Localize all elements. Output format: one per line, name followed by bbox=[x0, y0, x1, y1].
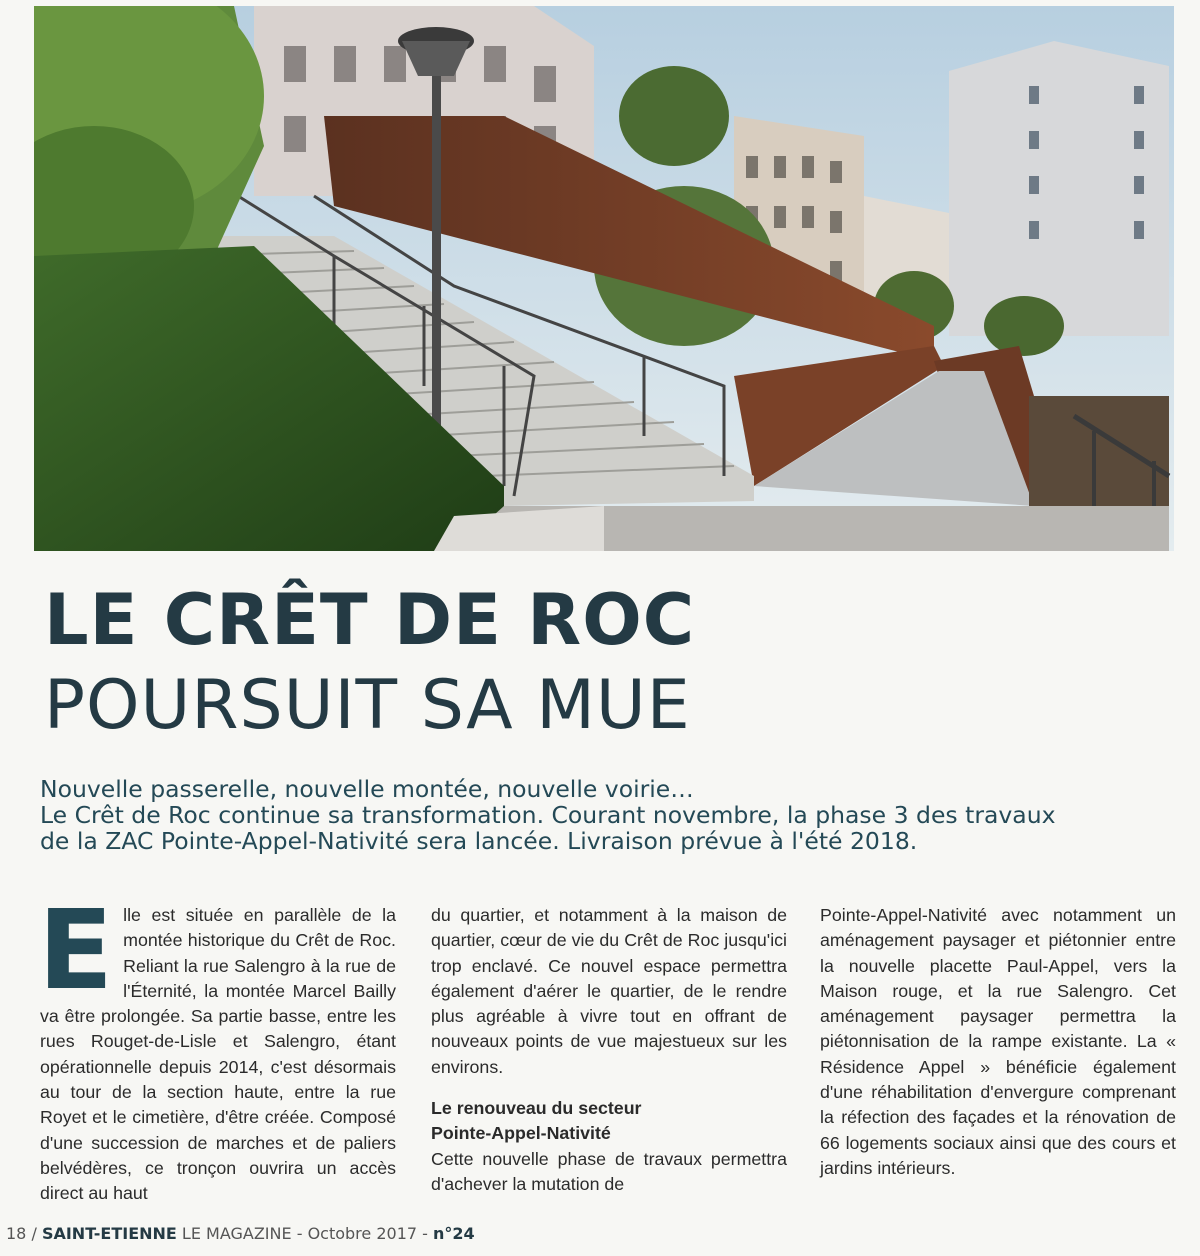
article-photo bbox=[34, 6, 1174, 551]
paragraph: Cette nouvelle phase de travaux permettra d'achever la mutation de bbox=[431, 1148, 787, 1194]
lead-line: Le Crêt de Roc continue sa transformation. Courant novembre, la phase 3 des travaux bbox=[40, 801, 1056, 829]
article-subtitle: POURSUIT SA MUE bbox=[44, 666, 691, 745]
subheading-line: Le renouveau du secteur bbox=[431, 1098, 642, 1119]
lead-line: Nouvelle passerelle, nouvelle montée, nouvelle voirie… bbox=[40, 775, 694, 803]
issue-date: - Octobre 2017 - bbox=[296, 1224, 428, 1243]
section-subheading bbox=[431, 1096, 787, 1147]
text-column-1 bbox=[38, 886, 396, 1207]
page-number: 18 / bbox=[6, 1224, 37, 1243]
magazine-brand: SAINT-ETIENNE bbox=[41, 1224, 177, 1243]
page-footer bbox=[6, 1224, 475, 1243]
lead-line: de la ZAC Pointe-Appel-Nativité sera lancée. Livraison prévue à l'été 2018. bbox=[40, 827, 918, 855]
paragraph: Pointe-Appel-Nativité avec notamment un aménagement paysager et piétonnier entre la nouvelle placette Paul-Appel, vers la Maison rouge, et la rue Salengro. Cet aménagement paysager permettra la piétonnisation de la rampe existante. La « Résidence Appel » bénéficie également d'une réhabilitation d'envergure comprenant la réfection des façades et la rénovation de 66 logements sociaux ainsi que des cours et jardins intérieurs. bbox=[820, 905, 1176, 1178]
article-lead bbox=[40, 776, 1180, 854]
subheading-line: Pointe-Appel-Nativité bbox=[431, 1123, 611, 1144]
text-column-2 bbox=[431, 903, 787, 1197]
paragraph: lle est située en parallèle de la montée historique du Crêt de Roc. Reliant la rue Salengro à la rue de l'Éternité, la montée Marcel Bailly va être prolongée. Sa partie basse, entre les rues Rouget-de-Lisle et Salengro, étant opérationnelle depuis 2014, c'est désormais au tour de la section haute, entre la rue Royet et le cimetière, d'être créée. Composé d'une succession de marches et de paliers belvédères, ce tronçon ouvrira un accès direct au haut bbox=[40, 905, 396, 1204]
text-column-3 bbox=[820, 903, 1176, 1181]
drop-cap: E bbox=[38, 886, 114, 1014]
paragraph: du quartier, et notamment à la maison de quartier, cœur de vie du Crêt de Roc jusqu'ici trop enclavé. Ce nouvel espace permettra également d'aérer le quartier, de le rendre plus agréable à vivre tout en offrant de nouveaux points de vue majestueux sur les environs. bbox=[431, 905, 787, 1077]
issue-number: n°24 bbox=[433, 1224, 475, 1243]
article-title: LE CRÊT DE ROC bbox=[44, 579, 696, 661]
magazine-name: LE MAGAZINE bbox=[181, 1224, 292, 1243]
